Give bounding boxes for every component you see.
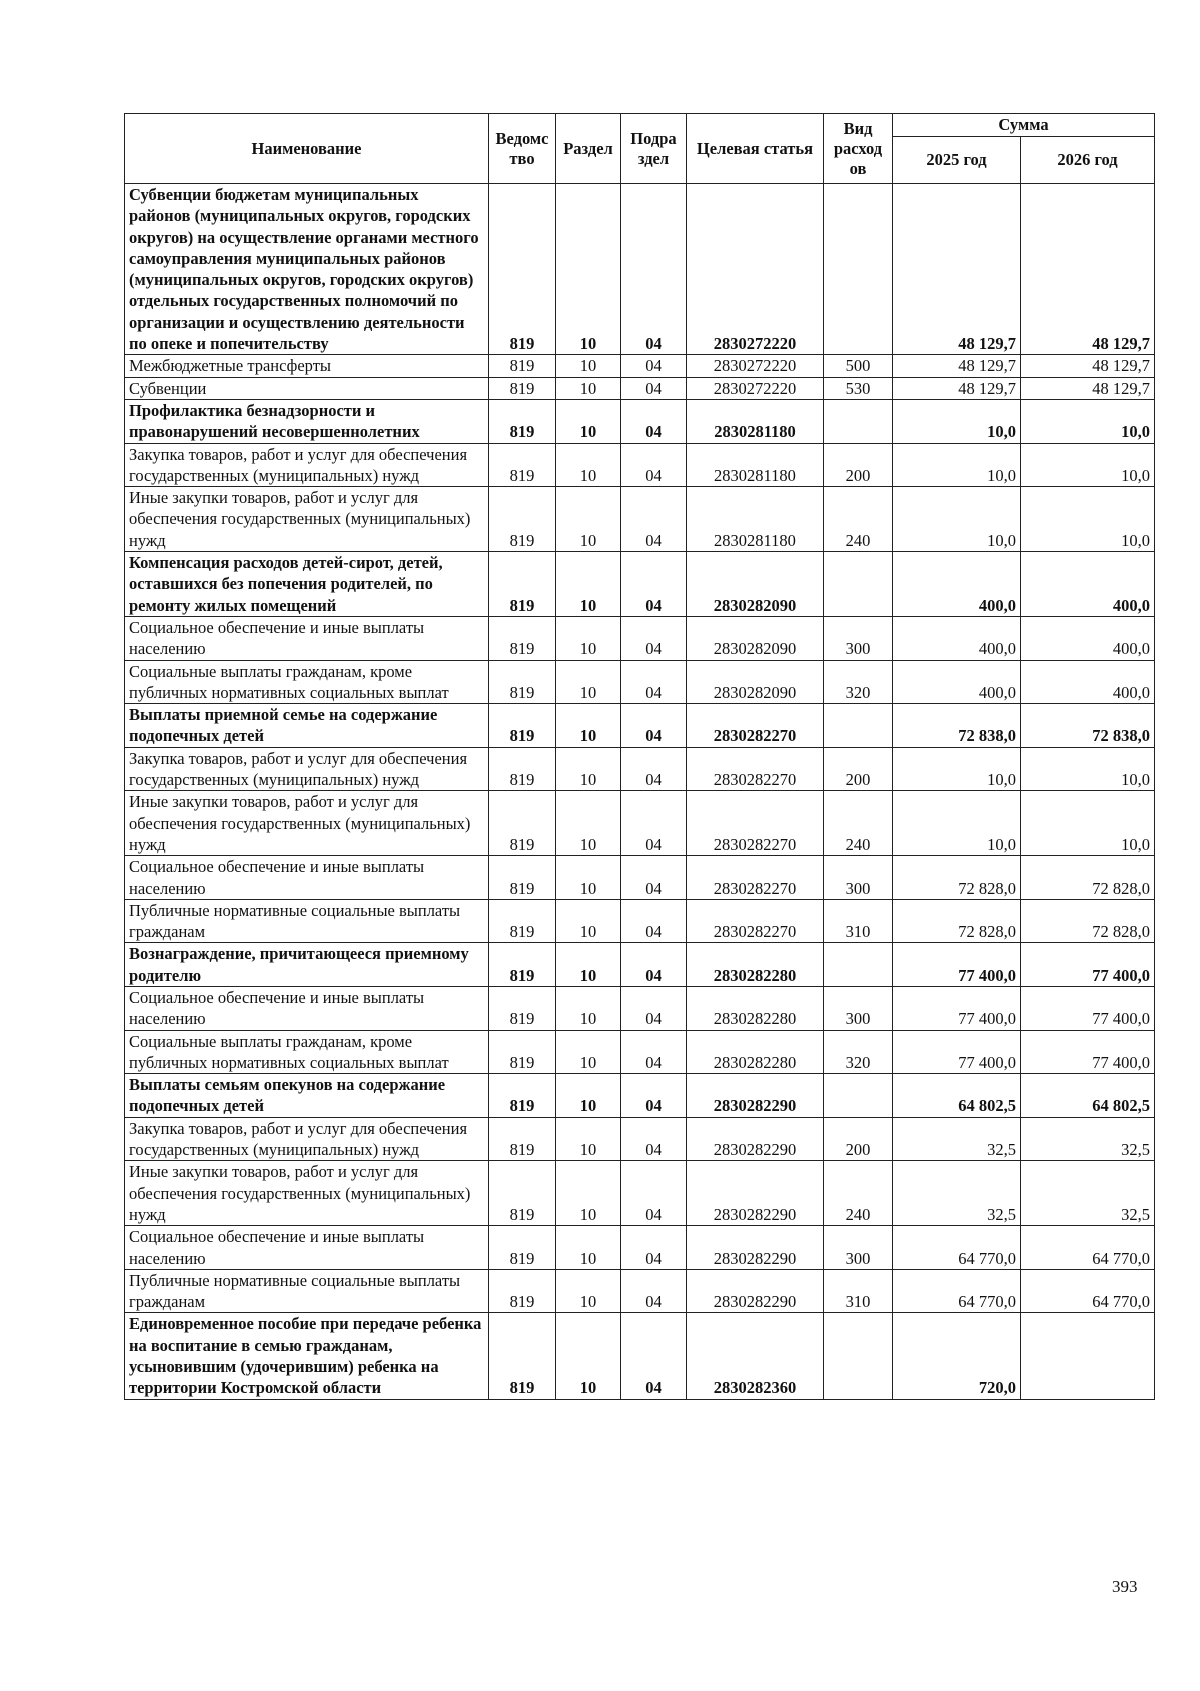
table-row: [125, 943, 1155, 987]
table-row: [125, 552, 1155, 617]
cell-vedomstvo: 819: [489, 856, 556, 900]
cell-target: 2830282290: [687, 1269, 824, 1313]
cell-podrazdel: 04: [621, 986, 687, 1030]
table-row: [125, 443, 1155, 487]
header-2025: 2025 год: [893, 137, 1021, 184]
cell-razdel: 10: [556, 552, 621, 617]
cell-2025: 400,0: [893, 616, 1021, 660]
cell-kind: 200: [824, 1117, 893, 1161]
table-body: [125, 184, 1155, 1400]
cell-vedomstvo: 819: [489, 1074, 556, 1118]
cell-2026: 77 400,0: [1021, 943, 1155, 987]
cell-2026: 48 129,7: [1021, 355, 1155, 377]
cell-podrazdel: 04: [621, 791, 687, 856]
table-header: [125, 114, 1155, 184]
cell-razdel: 10: [556, 1313, 621, 1399]
cell-2025: 10,0: [893, 791, 1021, 856]
cell-vedomstvo: 819: [489, 943, 556, 987]
cell-kind: 500: [824, 355, 893, 377]
table-row: [125, 704, 1155, 748]
table-row: [125, 184, 1155, 355]
cell-vedomstvo: 819: [489, 443, 556, 487]
cell-2026: 400,0: [1021, 660, 1155, 704]
cell-name: Публичные нормативные социальные выплаты гражданам: [125, 899, 489, 943]
header-name: Наименование: [125, 114, 489, 184]
cell-2026: 72 828,0: [1021, 856, 1155, 900]
cell-razdel: 10: [556, 487, 621, 552]
cell-name: Социальное обеспечение и иные выплаты населению: [125, 986, 489, 1030]
cell-kind: 200: [824, 443, 893, 487]
cell-2026: 10,0: [1021, 791, 1155, 856]
cell-2025: 48 129,7: [893, 184, 1021, 355]
cell-razdel: 10: [556, 856, 621, 900]
cell-2026: 48 129,7: [1021, 377, 1155, 399]
table-row: [125, 1161, 1155, 1226]
header-podrazdel: Подра здел: [621, 114, 687, 184]
cell-target: 2830282280: [687, 1030, 824, 1074]
cell-2025: 77 400,0: [893, 1030, 1021, 1074]
cell-vedomstvo: 819: [489, 355, 556, 377]
cell-name: Социальные выплаты гражданам, кроме публичных нормативных социальных выплат: [125, 1030, 489, 1074]
cell-vedomstvo: 819: [489, 1269, 556, 1313]
cell-2026: 10,0: [1021, 399, 1155, 443]
cell-name: Социальное обеспечение и иные выплаты населению: [125, 856, 489, 900]
cell-2025: 10,0: [893, 399, 1021, 443]
cell-target: 2830272220: [687, 184, 824, 355]
cell-kind: 240: [824, 1161, 893, 1226]
cell-podrazdel: 04: [621, 487, 687, 552]
cell-2025: 400,0: [893, 552, 1021, 617]
cell-razdel: 10: [556, 1226, 621, 1270]
cell-target: 2830272220: [687, 355, 824, 377]
cell-kind: 300: [824, 856, 893, 900]
cell-vedomstvo: 819: [489, 1313, 556, 1399]
cell-podrazdel: 04: [621, 1117, 687, 1161]
cell-podrazdel: 04: [621, 747, 687, 791]
cell-2026: 77 400,0: [1021, 1030, 1155, 1074]
cell-2025: 10,0: [893, 747, 1021, 791]
header-sum: Сумма: [893, 114, 1155, 137]
cell-name: Иные закупки товаров, работ и услуг для обеспечения государственных (муниципальных) нужд: [125, 1161, 489, 1226]
cell-podrazdel: 04: [621, 377, 687, 399]
page-number: 393: [1112, 1577, 1138, 1596]
cell-vedomstvo: 819: [489, 747, 556, 791]
cell-2026: 32,5: [1021, 1161, 1155, 1226]
cell-razdel: 10: [556, 616, 621, 660]
cell-target: 2830282290: [687, 1161, 824, 1226]
budget-table: [124, 113, 1155, 1400]
cell-name: Профилактика безнадзорности и правонарушений несовершеннолетних: [125, 399, 489, 443]
cell-podrazdel: 04: [621, 856, 687, 900]
cell-name: Иные закупки товаров, работ и услуг для обеспечения государственных (муниципальных) нужд: [125, 791, 489, 856]
cell-2026: 32,5: [1021, 1117, 1155, 1161]
table-row: [125, 1269, 1155, 1313]
table-row: [125, 399, 1155, 443]
cell-razdel: 10: [556, 899, 621, 943]
cell-podrazdel: 04: [621, 1030, 687, 1074]
cell-razdel: 10: [556, 791, 621, 856]
cell-podrazdel: 04: [621, 1074, 687, 1118]
cell-kind: [824, 552, 893, 617]
header-kind: Вид расход ов: [824, 114, 893, 184]
cell-vedomstvo: 819: [489, 487, 556, 552]
cell-razdel: 10: [556, 986, 621, 1030]
cell-name: Единовременное пособие при передаче ребенка на воспитание в семью гражданам, усыновившим (удочерившим) ребенка на территории Костромской области: [125, 1313, 489, 1399]
cell-podrazdel: 04: [621, 552, 687, 617]
table-row: [125, 1117, 1155, 1161]
cell-name: Закупка товаров, работ и услуг для обеспечения государственных (муниципальных) нужд: [125, 747, 489, 791]
cell-2025: 72 828,0: [893, 856, 1021, 900]
cell-podrazdel: 04: [621, 704, 687, 748]
cell-kind: 300: [824, 1226, 893, 1270]
table-row: [125, 986, 1155, 1030]
cell-name: Публичные нормативные социальные выплаты гражданам: [125, 1269, 489, 1313]
cell-razdel: 10: [556, 184, 621, 355]
header-target: Целевая статья: [687, 114, 824, 184]
table-row: [125, 1226, 1155, 1270]
cell-kind: 240: [824, 791, 893, 856]
header-2026: 2026 год: [1021, 137, 1155, 184]
cell-vedomstvo: 819: [489, 1161, 556, 1226]
cell-target: 2830282270: [687, 704, 824, 748]
cell-podrazdel: 04: [621, 184, 687, 355]
table-row: [125, 355, 1155, 377]
cell-target: 2830282090: [687, 552, 824, 617]
cell-2026: 64 770,0: [1021, 1226, 1155, 1270]
cell-target: 2830281180: [687, 443, 824, 487]
cell-razdel: 10: [556, 443, 621, 487]
cell-razdel: 10: [556, 377, 621, 399]
cell-target: 2830282280: [687, 943, 824, 987]
cell-razdel: 10: [556, 1030, 621, 1074]
table-row: [125, 899, 1155, 943]
cell-2026: 400,0: [1021, 552, 1155, 617]
cell-name: Субвенции бюджетам муниципальных районов (муниципальных округов, городских округов) на осуществление органами местного самоуправления муниципальных районов (муниципальных округов, городских округов) отдельных государственных полномочий по организации и осуществлению деятельности по опеке и попечительству: [125, 184, 489, 355]
cell-vedomstvo: 819: [489, 704, 556, 748]
cell-vedomstvo: 819: [489, 399, 556, 443]
table-row: [125, 791, 1155, 856]
cell-name: Выплаты приемной семье на содержание подопечных детей: [125, 704, 489, 748]
cell-vedomstvo: 819: [489, 791, 556, 856]
table-row: [125, 1313, 1155, 1399]
cell-kind: 240: [824, 487, 893, 552]
cell-target: 2830282090: [687, 616, 824, 660]
cell-razdel: 10: [556, 1074, 621, 1118]
cell-name: Закупка товаров, работ и услуг для обеспечения государственных (муниципальных) нужд: [125, 443, 489, 487]
table-row: [125, 856, 1155, 900]
cell-kind: [824, 184, 893, 355]
cell-kind: 300: [824, 986, 893, 1030]
cell-vedomstvo: 819: [489, 899, 556, 943]
cell-razdel: 10: [556, 943, 621, 987]
cell-razdel: 10: [556, 355, 621, 377]
cell-target: 2830282270: [687, 747, 824, 791]
cell-razdel: 10: [556, 660, 621, 704]
cell-2025: 77 400,0: [893, 943, 1021, 987]
cell-vedomstvo: 819: [489, 1117, 556, 1161]
table-row: [125, 1074, 1155, 1118]
cell-razdel: 10: [556, 1269, 621, 1313]
cell-razdel: 10: [556, 1161, 621, 1226]
cell-razdel: 10: [556, 704, 621, 748]
cell-2026: 72 828,0: [1021, 899, 1155, 943]
cell-vedomstvo: 819: [489, 184, 556, 355]
cell-vedomstvo: 819: [489, 616, 556, 660]
cell-podrazdel: 04: [621, 399, 687, 443]
cell-podrazdel: 04: [621, 1226, 687, 1270]
cell-kind: 310: [824, 899, 893, 943]
cell-target: 2830282090: [687, 660, 824, 704]
cell-target: 2830272220: [687, 377, 824, 399]
cell-target: 2830281180: [687, 487, 824, 552]
table-row: [125, 377, 1155, 399]
cell-2026: 72 838,0: [1021, 704, 1155, 748]
cell-name: Субвенции: [125, 377, 489, 399]
cell-name: Социальные выплаты гражданам, кроме публичных нормативных социальных выплат: [125, 660, 489, 704]
cell-name: Вознаграждение, причитающееся приемному родителю: [125, 943, 489, 987]
cell-kind: [824, 1074, 893, 1118]
cell-2025: 32,5: [893, 1117, 1021, 1161]
cell-2026: 10,0: [1021, 443, 1155, 487]
cell-podrazdel: 04: [621, 943, 687, 987]
cell-vedomstvo: 819: [489, 986, 556, 1030]
cell-razdel: 10: [556, 747, 621, 791]
cell-razdel: 10: [556, 1117, 621, 1161]
cell-razdel: 10: [556, 399, 621, 443]
cell-kind: [824, 1313, 893, 1399]
cell-target: 2830282270: [687, 856, 824, 900]
cell-2025: 77 400,0: [893, 986, 1021, 1030]
cell-2025: 400,0: [893, 660, 1021, 704]
cell-2025: 64 802,5: [893, 1074, 1021, 1118]
cell-name: Выплаты семьям опекунов на содержание подопечных детей: [125, 1074, 489, 1118]
cell-target: 2830282290: [687, 1117, 824, 1161]
cell-kind: [824, 399, 893, 443]
cell-podrazdel: 04: [621, 443, 687, 487]
cell-vedomstvo: 819: [489, 1226, 556, 1270]
cell-podrazdel: 04: [621, 1313, 687, 1399]
cell-2025: 64 770,0: [893, 1226, 1021, 1270]
cell-podrazdel: 04: [621, 899, 687, 943]
cell-podrazdel: 04: [621, 1161, 687, 1226]
table-row: [125, 747, 1155, 791]
cell-2026: 10,0: [1021, 487, 1155, 552]
cell-name: Социальное обеспечение и иные выплаты населению: [125, 1226, 489, 1270]
cell-2026: [1021, 1313, 1155, 1399]
cell-podrazdel: 04: [621, 660, 687, 704]
cell-podrazdel: 04: [621, 355, 687, 377]
cell-kind: 530: [824, 377, 893, 399]
cell-2026: 77 400,0: [1021, 986, 1155, 1030]
cell-2025: 48 129,7: [893, 377, 1021, 399]
cell-2026: 48 129,7: [1021, 184, 1155, 355]
cell-name: Компенсация расходов детей-сирот, детей, оставшихся без попечения родителей, по ремонту жилых помещений: [125, 552, 489, 617]
cell-podrazdel: 04: [621, 1269, 687, 1313]
cell-name: Социальное обеспечение и иные выплаты населению: [125, 616, 489, 660]
cell-target: 2830282270: [687, 791, 824, 856]
cell-target: 2830282290: [687, 1226, 824, 1270]
cell-2025: 72 828,0: [893, 899, 1021, 943]
table-row: [125, 660, 1155, 704]
table-row: [125, 616, 1155, 660]
cell-vedomstvo: 819: [489, 552, 556, 617]
cell-2026: 10,0: [1021, 747, 1155, 791]
cell-2025: 10,0: [893, 487, 1021, 552]
cell-kind: [824, 943, 893, 987]
cell-name: Закупка товаров, работ и услуг для обеспечения государственных (муниципальных) нужд: [125, 1117, 489, 1161]
cell-2026: 400,0: [1021, 616, 1155, 660]
cell-2025: 10,0: [893, 443, 1021, 487]
cell-kind: 200: [824, 747, 893, 791]
table-row: [125, 1030, 1155, 1074]
cell-2026: 64 770,0: [1021, 1269, 1155, 1313]
cell-vedomstvo: 819: [489, 377, 556, 399]
cell-kind: 310: [824, 1269, 893, 1313]
cell-name: Межбюджетные трансферты: [125, 355, 489, 377]
cell-2025: 32,5: [893, 1161, 1021, 1226]
cell-kind: 320: [824, 1030, 893, 1074]
cell-kind: 300: [824, 616, 893, 660]
cell-kind: [824, 704, 893, 748]
cell-name: Иные закупки товаров, работ и услуг для обеспечения государственных (муниципальных) нужд: [125, 487, 489, 552]
cell-target: 2830281180: [687, 399, 824, 443]
cell-target: 2830282280: [687, 986, 824, 1030]
cell-target: 2830282360: [687, 1313, 824, 1399]
cell-vedomstvo: 819: [489, 1030, 556, 1074]
cell-target: 2830282290: [687, 1074, 824, 1118]
cell-2025: 72 838,0: [893, 704, 1021, 748]
header-vedomstvo: Ведомс тво: [489, 114, 556, 184]
cell-vedomstvo: 819: [489, 660, 556, 704]
header-razdel: Раздел: [556, 114, 621, 184]
cell-podrazdel: 04: [621, 616, 687, 660]
cell-2025: 720,0: [893, 1313, 1021, 1399]
table-row: [125, 487, 1155, 552]
cell-2026: 64 802,5: [1021, 1074, 1155, 1118]
cell-kind: 320: [824, 660, 893, 704]
cell-2025: 48 129,7: [893, 355, 1021, 377]
cell-target: 2830282270: [687, 899, 824, 943]
cell-2025: 64 770,0: [893, 1269, 1021, 1313]
